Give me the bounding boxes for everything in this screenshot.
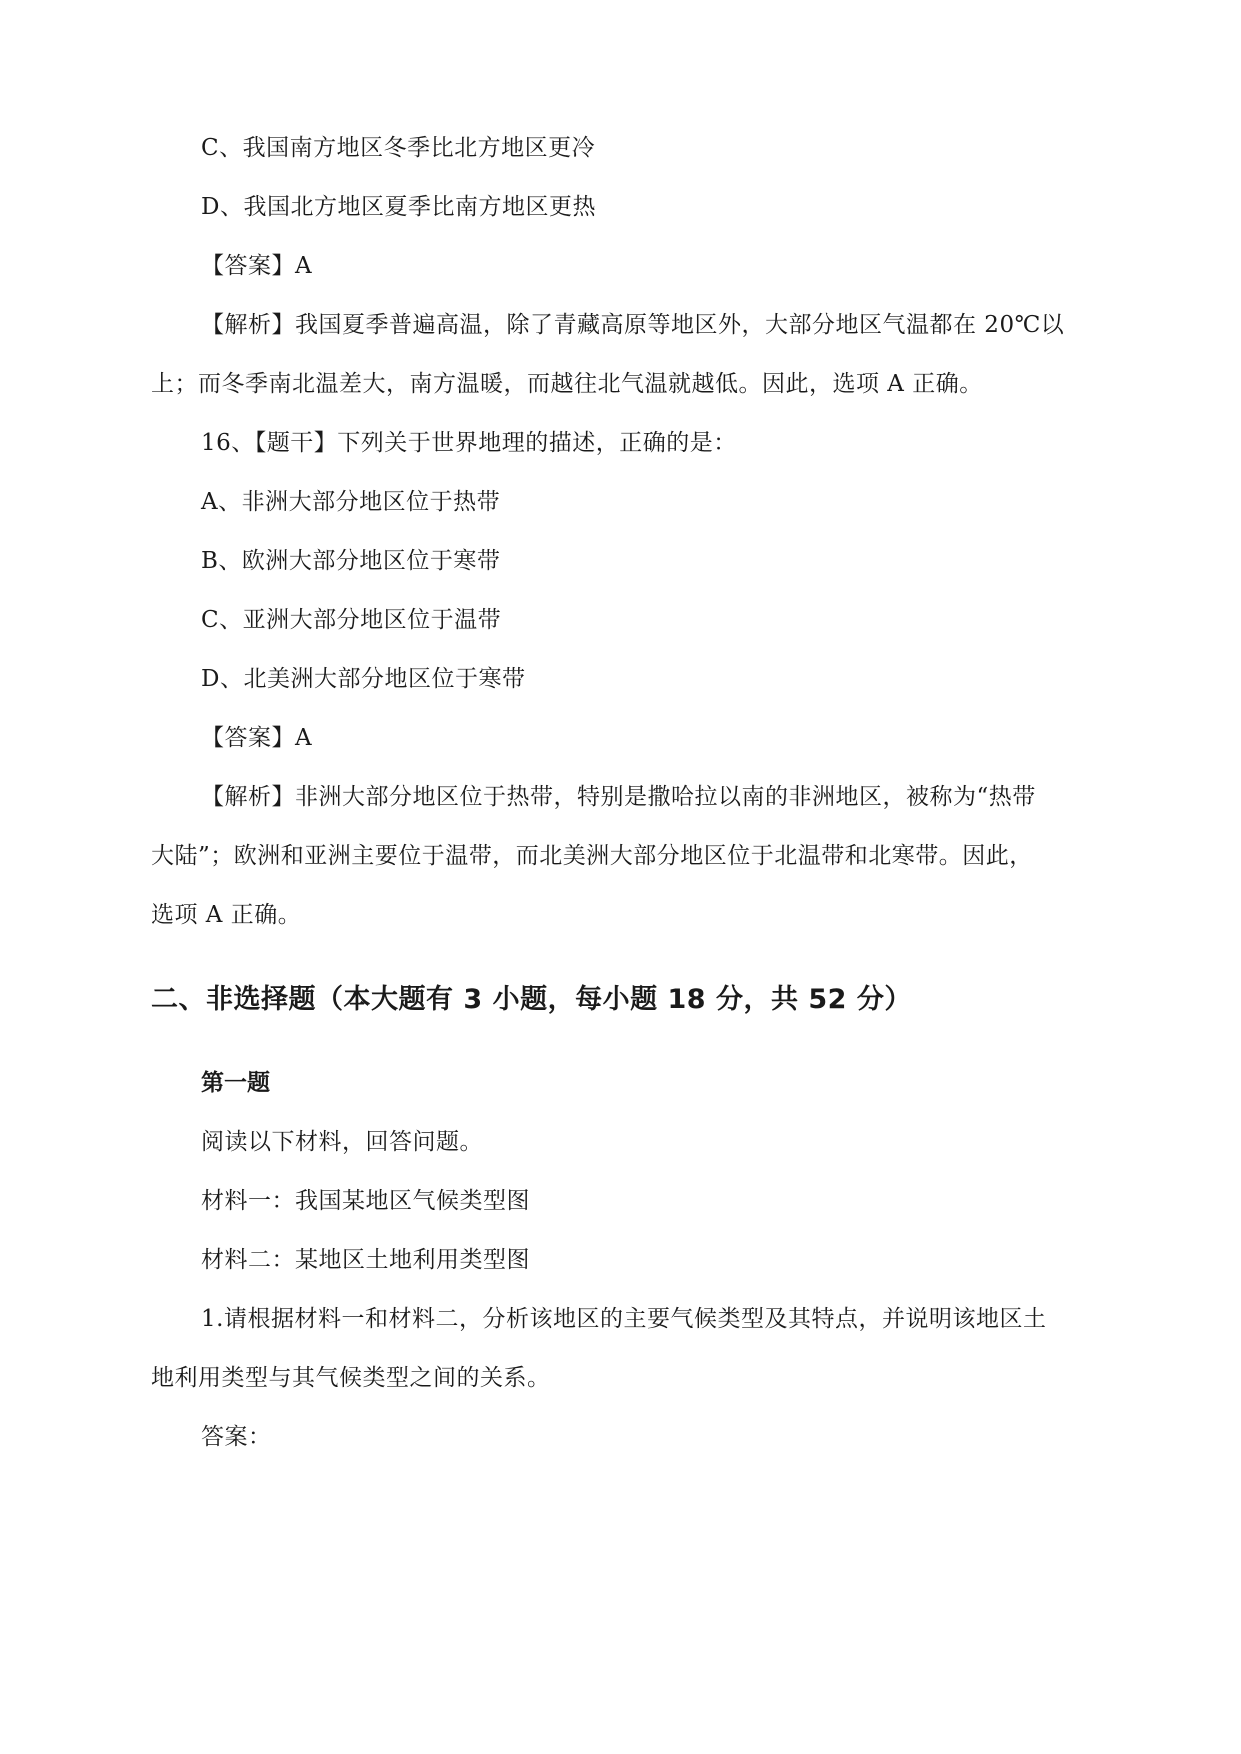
section-heading: 二、非选择题（本大题有 3 小题，每小题 18 分，共 52 分） xyxy=(151,984,912,1015)
material-one: 材料一：我国某地区气候类型图 xyxy=(201,1188,530,1214)
q16-analysis-line-1: 【解析】非洲大部分地区位于热带，特别是撒哈拉以南的非洲地区，被称为“热带 xyxy=(201,784,1036,810)
q15-answer: 【答案】A xyxy=(201,253,313,279)
first-question-title: 第一题 xyxy=(201,1070,270,1096)
q15-option-d: D、我国北方地区夏季比南方地区更热 xyxy=(201,194,596,220)
reading-intro: 阅读以下材料，回答问题。 xyxy=(201,1129,483,1155)
q16-option-c: C、亚洲大部分地区位于温带 xyxy=(201,607,502,633)
q16-analysis-line-2: 大陆”；欧洲和亚洲主要位于温带，而北美洲大部分地区位于北温带和北寒带。因此， xyxy=(151,843,1033,869)
material-two: 材料二：某地区土地利用类型图 xyxy=(201,1247,530,1273)
q16-answer: 【答案】A xyxy=(201,725,313,751)
q15-analysis-line-2: 上；而冬季南北温差大，南方温暖，而越往北气温就越低。因此，选项 A 正确。 xyxy=(151,371,983,397)
q16-option-d: D、北美洲大部分地区位于寒带 xyxy=(201,666,526,692)
q16-stem: 16、【题干】下列关于世界地理的描述，正确的是： xyxy=(201,430,737,456)
answer-label: 答案： xyxy=(201,1424,272,1450)
q16-option-b: B、欧洲大部分地区位于寒带 xyxy=(201,548,501,574)
q16-analysis-line-3: 选项 A 正确。 xyxy=(151,902,302,928)
q15-option-c: C、我国南方地区冬季比北方地区更冷 xyxy=(201,135,596,161)
question-1-line-1: 1.请根据材料一和材料二，分析该地区的主要气候类型及其特点，并说明该地区土 xyxy=(201,1306,1047,1332)
q16-option-a: A、非洲大部分地区位于热带 xyxy=(201,489,501,515)
question-1-line-2: 地利用类型与其气候类型之间的关系。 xyxy=(151,1365,551,1391)
q15-analysis-line-1: 【解析】我国夏季普遍高温，除了青藏高原等地区外，大部分地区气温都在 20℃以 xyxy=(201,312,1065,338)
